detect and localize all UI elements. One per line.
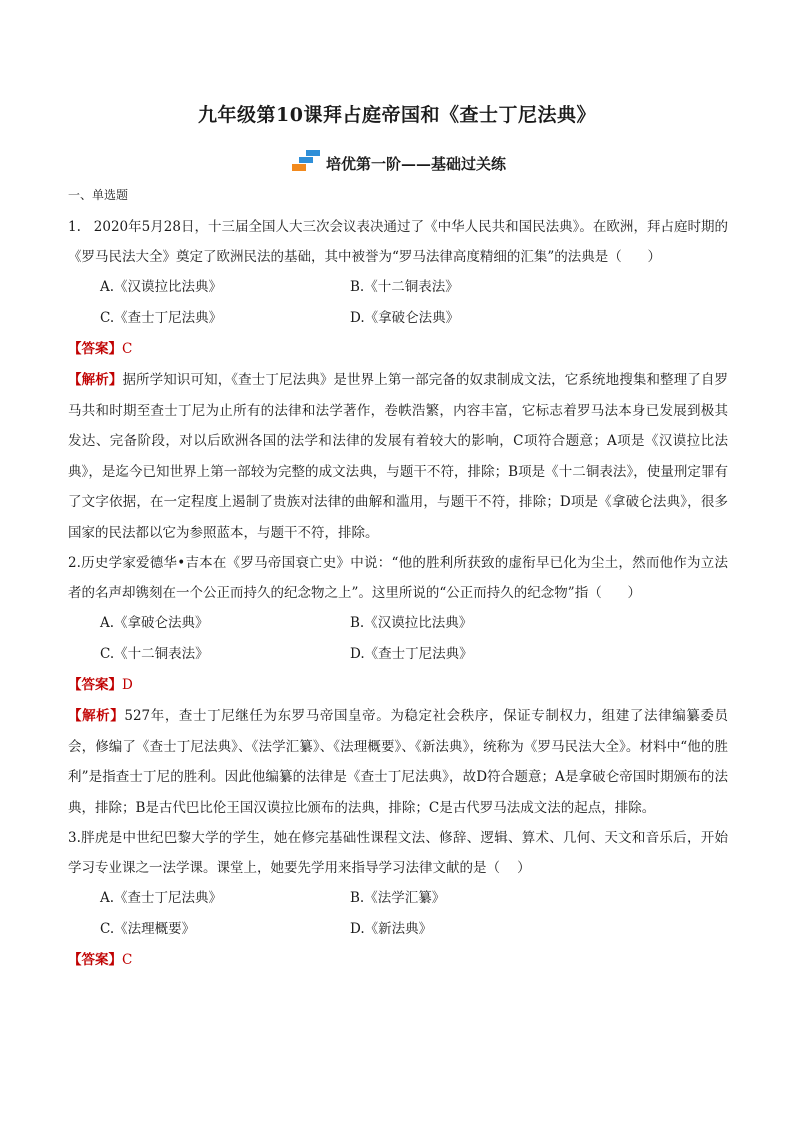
- option-b: B.《法学汇纂》: [350, 890, 446, 906]
- answer-line: [68, 334, 728, 365]
- answer-value: D: [122, 677, 133, 693]
- answer-line: [68, 945, 728, 976]
- option-d: D.《新法典》: [350, 921, 433, 937]
- option-c: C.《十二铜表法》: [100, 646, 209, 662]
- subtitle-text: 培优第一阶——基础过关练: [325, 155, 506, 173]
- question-stem: 1. 2020年5月28日，十三届全国人大三次会议表决通过了《中华人民共和国民法典》。在欧洲，拜占庭时期的《罗马民法大全》奠定了欧洲民法的基础，其中被誉为“罗马法律高度精细的汇集”的法典是（ ）: [68, 219, 728, 265]
- section-heading: 一、单选题: [68, 188, 129, 202]
- explanation-text: 据所学知识可知，《查士丁尼法典》是世界上第一部完备的奴隶制成文法，它系统地搜集和整理了自罗马共和时期至查士丁尼为止所有的法律和法学著作，卷帙浩繁，内容丰富，它标志着罗马法本身已发展到极其发达、完备阶段，对以后欧洲各国的法学和法律的发展有着较大的影响，C项符合题意；A项是《汉谟拉比法典》，是迄今已知世界上第一部较为完整的成文法典，与题干不符，排除；B项是《十二铜表法》，使量刑定罪有了文字依据，在一定程度上遏制了贵族对法律的曲解和滥用，与题干不符，排除；D项是《拿破仑法典》，很多国家的民法都以它为参照蓝本，与题干不符，排除。: [68, 372, 728, 541]
- answer-tag: 【答案】: [68, 952, 122, 968]
- option-c: C.《法理概要》: [100, 921, 196, 937]
- explanation-text: 527年，查士丁尼继任为东罗马帝国皇帝。为稳定社会秩序，保证专制权力，组建了法律编纂委员会，修编了《查士丁尼法典》、《法学汇纂》、《法理概要》、《新法典》，统称为《罗马民法大全》。材料中“他的胜利”是指查士丁尼的胜利。因此他编纂的法律是《查士丁尼法典》，故D符合题意；A是拿破仑帝国时期颁布的法典，排除；B是古代巴比伦王国汉谟拉比颁布的法典，排除；C是古代罗马法成文法的起点，排除。: [68, 708, 728, 816]
- answer-value: C: [122, 341, 133, 357]
- option-a: A.《汉谟拉比法典》: [100, 279, 223, 295]
- questions-container: [68, 212, 728, 976]
- explanation-tag: 【解析】: [68, 708, 125, 724]
- document-title: 九年级第10课拜占庭帝国和《查士丁尼法典》: [198, 104, 596, 126]
- options-grid: [100, 608, 728, 670]
- explanation: [68, 701, 728, 823]
- answer-tag: 【答案】: [68, 341, 122, 357]
- option-a: A.《拿破仑法典》: [100, 615, 209, 631]
- option-d: D.《拿破仑法典》: [350, 310, 460, 326]
- stairs-icon: [288, 150, 320, 172]
- question-3: [68, 823, 728, 976]
- question-1: [68, 212, 728, 548]
- question-stem: 2.历史学家爱德华•吉本在《罗马帝国衰亡史》中说：“他的胜利所获致的虚衔早已化为尘土，然而他作为立法者的名声却镌刻在一个公正而持久的纪念物之上”。这里所说的“公正而持久的纪念物”指（ ）: [68, 555, 728, 601]
- question-2: [68, 548, 728, 823]
- option-b: B.《十二铜表法》: [350, 279, 459, 295]
- subtitle: [0, 150, 794, 174]
- answer-line: [68, 670, 728, 701]
- explanation-tag: 【解析】: [68, 372, 123, 388]
- option-c: C.《查士丁尼法典》: [100, 310, 223, 326]
- option-d: D.《查士丁尼法典》: [350, 646, 473, 662]
- options-grid: [100, 883, 728, 945]
- answer-value: C: [122, 952, 133, 968]
- option-a: A.《查士丁尼法典》: [100, 890, 223, 906]
- question-stem: 3.胖虎是中世纪巴黎大学的学生，她在修完基础性课程文法、修辞、逻辑、算术、几何、天文和音乐后，开始学习专业课之一法学课。课堂上，她要先学用来指导学习法律文献的是（ ）: [68, 830, 728, 876]
- explanation: [68, 365, 728, 548]
- options-grid: [100, 272, 728, 334]
- option-b: B.《汉谟拉比法典》: [350, 615, 473, 631]
- answer-tag: 【答案】: [68, 677, 122, 693]
